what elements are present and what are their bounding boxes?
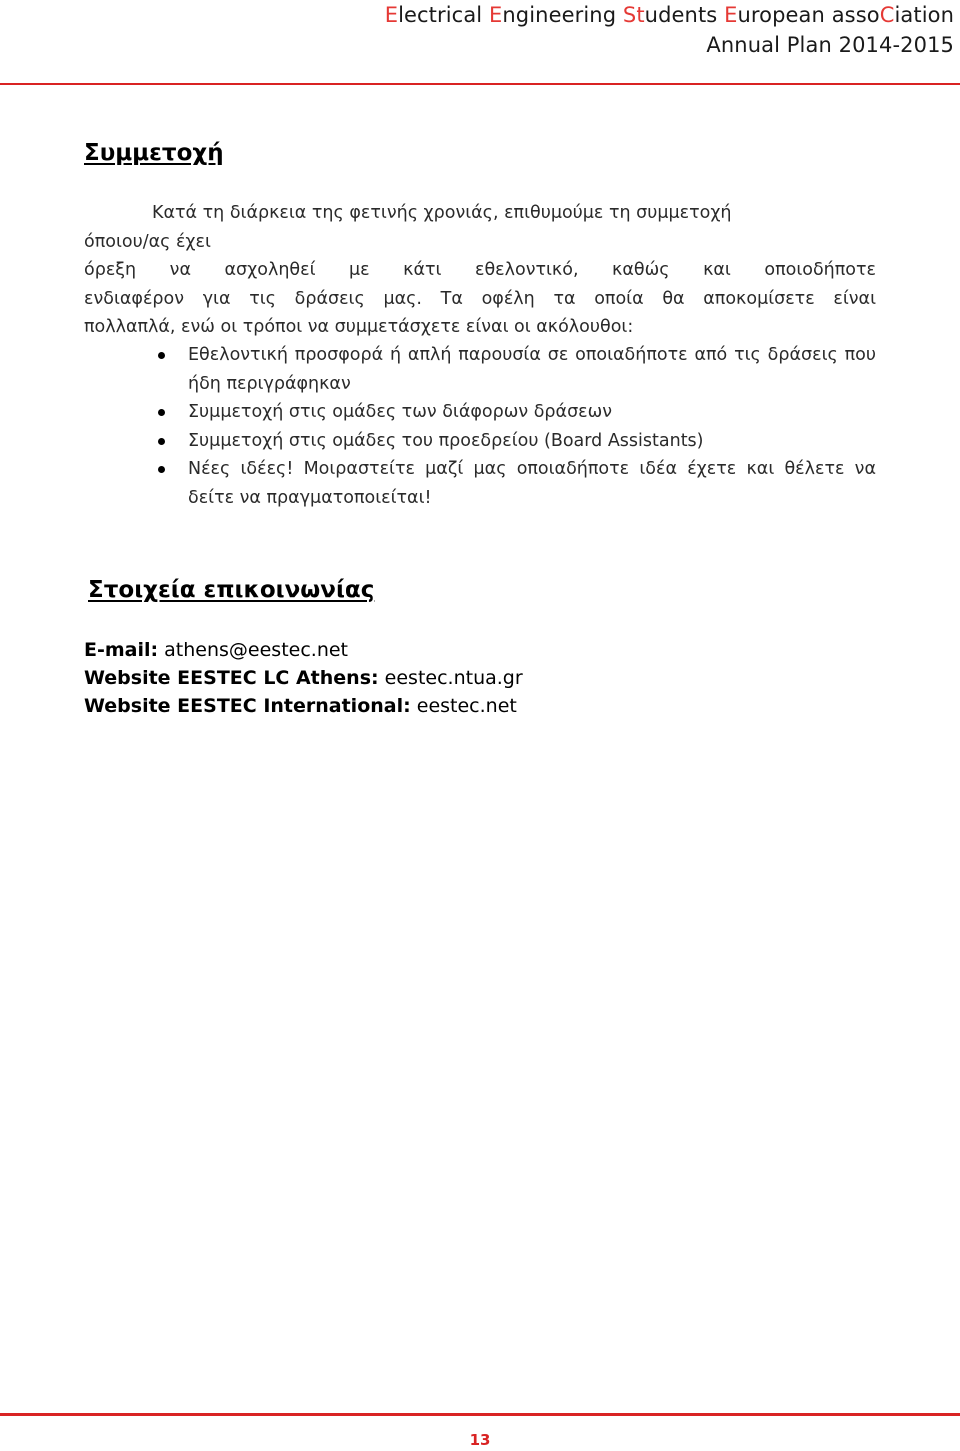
footer-divider bbox=[0, 1413, 960, 1416]
contact-website-lc-line bbox=[84, 664, 523, 693]
contact-heading: Στοιχεία επικοινωνίας bbox=[88, 577, 375, 603]
contact-website-intl-line bbox=[84, 692, 517, 721]
intro-line: Κατά τη διάρκεια της φετινής χρονιάς, επιθυμούμε τη συμμετοχή bbox=[152, 203, 732, 223]
org-name-part: E bbox=[384, 3, 399, 27]
page-header bbox=[385, 0, 954, 60]
org-name-part: lectrical bbox=[398, 3, 490, 27]
bullet-icon bbox=[158, 409, 165, 416]
list-item: Εθελοντική προσφορά ή απλή παρουσία σε οποιαδήποτε από τις δράσεις που ήδη περιγράφηκαν bbox=[84, 341, 876, 398]
intro-line: όρεξη να ασχοληθεί με κάτι εθελοντικό, καθώς και οποιοδήποτε bbox=[84, 260, 876, 280]
org-name-part: uropean asso bbox=[737, 3, 880, 27]
intro-line: όποιου/ας έχει bbox=[84, 231, 211, 252]
header-divider bbox=[0, 83, 960, 85]
org-name-part: E bbox=[724, 3, 738, 27]
page-number: 13 bbox=[469, 1431, 491, 1449]
org-name-part: udents bbox=[644, 3, 725, 27]
plan-title: Annual Plan 2014-2015 bbox=[706, 33, 954, 57]
org-name-part: St bbox=[622, 3, 645, 27]
participation-intro bbox=[84, 199, 876, 342]
website-intl-label: Website EESTEC International: bbox=[84, 695, 411, 717]
website-lc-value: eestec.ntua.gr bbox=[384, 667, 523, 689]
bullet-icon bbox=[158, 438, 165, 445]
org-name bbox=[385, 0, 954, 30]
email-label: E-mail: bbox=[84, 639, 159, 661]
list-item: Συμμετοχή στις ομάδες του προεδρείου (Board Assistants) bbox=[84, 427, 876, 456]
website-intl-value: eestec.net bbox=[416, 695, 517, 717]
org-name-part: iation bbox=[894, 3, 954, 27]
org-name-part: C bbox=[879, 3, 895, 27]
contact-email-line bbox=[84, 636, 348, 665]
participation-heading: Συμμετοχή bbox=[84, 140, 224, 166]
intro-line: ενδιαφέρον για τις δράσεις μας. Τα οφέλη τα οποία θα αποκομίσετε είναι bbox=[84, 288, 876, 309]
bullet-icon bbox=[158, 352, 165, 359]
intro-line: πολλαπλά, ενώ οι τρόποι να συμμετάσχετε είναι οι ακόλουθοι: bbox=[84, 317, 634, 337]
org-name-part: ngineering bbox=[502, 3, 623, 27]
bullet-icon bbox=[158, 466, 165, 473]
org-name-part: E bbox=[489, 3, 503, 27]
list-item: Νέες ιδέες! Μοιραστείτε μαζί μας οποιαδήποτε ιδέα έχετε και θέλετε να δείτε να πραγματοποιείται! bbox=[84, 455, 876, 512]
participation-list bbox=[84, 341, 876, 512]
list-item: Συμμετοχή στις ομάδες των διάφορων δράσεων bbox=[84, 398, 876, 427]
email-value: athens@eestec.net bbox=[164, 639, 349, 661]
website-lc-label: Website EESTEC LC Athens: bbox=[84, 667, 379, 689]
